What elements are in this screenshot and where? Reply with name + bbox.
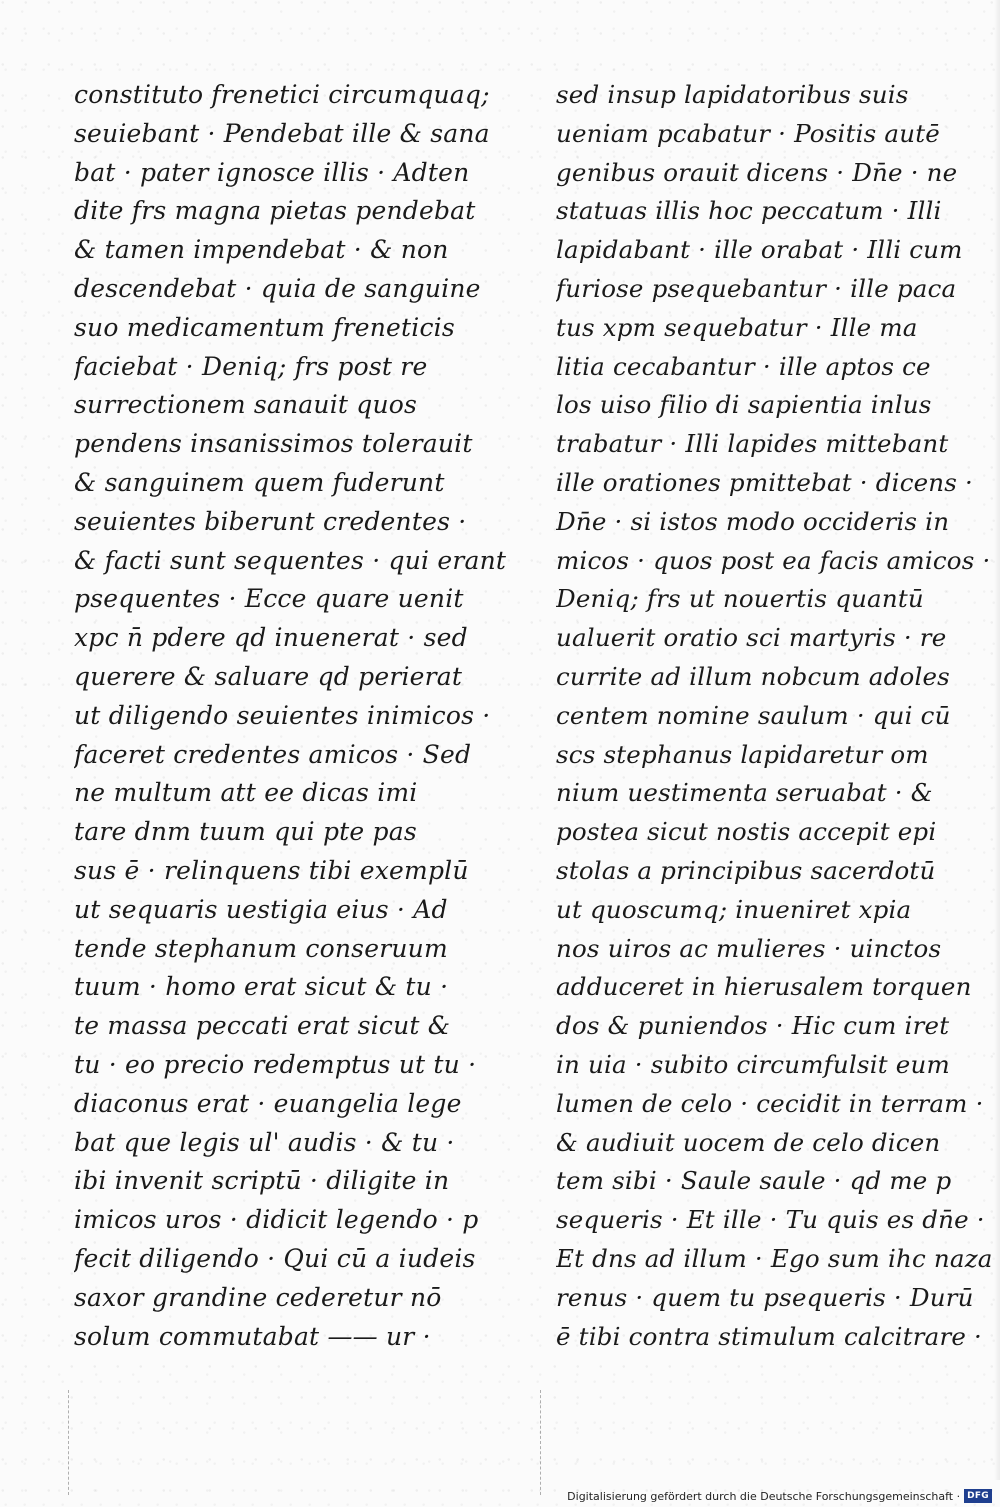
left-column-line: solum commutabat —— ur ·: [74, 1321, 431, 1351]
left-column-line: & sanguinem quem fuderunt: [74, 467, 445, 497]
left-column-line: pendens insanissimos tolerauit: [74, 429, 473, 459]
right-column-line: ē tibi contra stimulum calcitrare ·: [556, 1321, 983, 1351]
right-column-line: renus · quem tu psequeris · Durū: [556, 1282, 974, 1312]
right-column-line: ueniam pcabatur · Positis autē: [556, 118, 940, 148]
right-column-line: nos uiros ac mulieres · uinctos: [556, 933, 942, 963]
right-column-line: & audiuit uocem de celo dicen: [556, 1127, 941, 1157]
left-margin-ruling: [68, 1390, 69, 1495]
left-column-line: fecit diligendo · Qui cū a iudeis: [74, 1243, 476, 1273]
left-column-line: ibi invenit scriptū · diligite in: [74, 1166, 450, 1196]
right-column-line: sed insup lapidatoribus suis: [556, 80, 909, 109]
center-margin-ruling: [540, 1390, 541, 1495]
left-column-line: descendebat · quia de sanguine: [74, 273, 481, 303]
left-column-line: tende stephanum conseruum: [74, 933, 448, 963]
digitization-footer: [567, 1488, 992, 1504]
left-column-line: ut diligendo seuientes inimicos ·: [74, 700, 491, 730]
left-column-line: suo medicamentum freneticis: [74, 312, 455, 342]
left-column-line: sus ē · relinquens tibi exemplū: [74, 855, 469, 885]
right-column-line: scs stephanus lapidaretur om: [556, 739, 929, 769]
right-column-line: micos · quos post ea facis amicos ·: [556, 545, 991, 575]
left-column-line: dite frs magna pietas pendebat: [74, 196, 476, 226]
right-text-column: [556, 76, 994, 1356]
right-column-line: ualuerit oratio sci martyris · re: [556, 623, 947, 653]
left-column-line: faciebat · Deniq; frs post re: [74, 351, 428, 381]
left-column-line: constituto frenetici circumquaq;: [74, 80, 490, 109]
left-column-line: saxor grandine cederetur nō: [74, 1282, 442, 1312]
left-column-line: tu · eo precio redemptus ut tu ·: [74, 1049, 477, 1079]
left-column-line: diaconus erat · euangelia lege: [74, 1088, 462, 1118]
left-column-line: tuum · homo erat sicut & tu ·: [74, 972, 449, 1002]
left-column-line: bat · pater ignosce illis · Adten: [74, 157, 470, 187]
left-text-column: [74, 76, 534, 1356]
right-column-line: Dn̄e · si istos modo occideris in: [556, 506, 950, 536]
left-column-line: tare dnm tuum qui pte pas: [74, 817, 417, 847]
left-column-line: faceret credentes amicos · Sed: [74, 739, 472, 769]
page-edge-shadow: [994, 0, 1000, 1480]
right-column-line: dos & puniendos · Hic cum iret: [556, 1011, 950, 1041]
right-column-line: lapidabant · ille orabat · Illi cum: [556, 235, 963, 265]
right-column-line: litia cecabantur · ille aptos ce: [556, 351, 931, 381]
right-column-line: nium uestimenta seruabat · &: [556, 778, 933, 808]
left-column-line: psequentes · Ecce quare uenit: [74, 584, 464, 614]
left-column-line: ne multum att ee dicas imi: [74, 778, 418, 808]
left-column-line: & tamen impendebat · & non: [74, 235, 449, 265]
right-column-line: sequeris · Et ille · Tu quis es dn̄e ·: [556, 1205, 985, 1235]
right-column-line: trabatur · Illi lapides mittebant: [556, 429, 949, 459]
left-column-line: ut sequaris uestigia eius · Ad: [74, 894, 448, 924]
right-column-line: postea sicut nostis accepit epi: [556, 817, 937, 847]
right-column-line: tus xpm sequebatur · Ille ma: [556, 312, 918, 342]
right-column-line: furiose psequebantur · ille paca: [556, 273, 957, 303]
digitization-credit: Digitalisierung gefördert durch die Deutsche Forschungsgemeinschaft ·: [567, 1489, 961, 1503]
right-column-line: currite ad illum nobcum adoles: [556, 661, 950, 691]
right-column-line: Et dns ad illum · Ego sum ihc naza: [556, 1243, 993, 1273]
right-column-line: lumen de celo · cecidit in terram ·: [556, 1088, 984, 1118]
right-column-line: in uia · subito circumfulsit eum: [556, 1049, 950, 1079]
right-column-line: Deniq; frs ut nouertis quantū: [556, 584, 924, 614]
dfg-logo: DFG: [964, 1489, 992, 1503]
left-column-line: querere & saluare qd perierat: [74, 661, 463, 691]
left-column-line: imicos uros · didicit legendo · p: [74, 1205, 479, 1235]
right-column-line: tem sibi · Saule saule · qd me p: [556, 1166, 952, 1196]
left-column-line: seuientes biberunt credentes ·: [74, 506, 467, 536]
left-column-line: te massa peccati erat sicut &: [74, 1011, 451, 1041]
left-column-line: xpc n̄ pdere qd inuenerat · sed: [74, 623, 468, 653]
right-column-line: ille orationes pmittebat · dicens ·: [556, 467, 974, 497]
right-column-line: adduceret in hierusalem torquen: [556, 972, 972, 1002]
right-column-line: stolas a principibus sacerdotū: [556, 855, 936, 885]
left-column-line: surrectionem sanauit quos: [74, 390, 418, 420]
right-column-line: los uiso filio di sapientia inlus: [556, 390, 932, 420]
left-column-line: bat que legis ul' audis · & tu ·: [74, 1127, 455, 1157]
left-column-line: seuiebant · Pendebat ille & sana: [74, 118, 490, 148]
right-column-line: statuas illis hoc peccatum · Illi: [556, 196, 942, 226]
right-column-line: centem nomine saulum · qui cū: [556, 700, 951, 730]
left-column-line: & facti sunt sequentes · qui erant: [74, 545, 507, 575]
right-column-line: genibus orauit dicens · Dn̄e · ne: [556, 157, 958, 187]
right-column-line: ut quoscumq; inueniret xpia: [556, 894, 912, 924]
